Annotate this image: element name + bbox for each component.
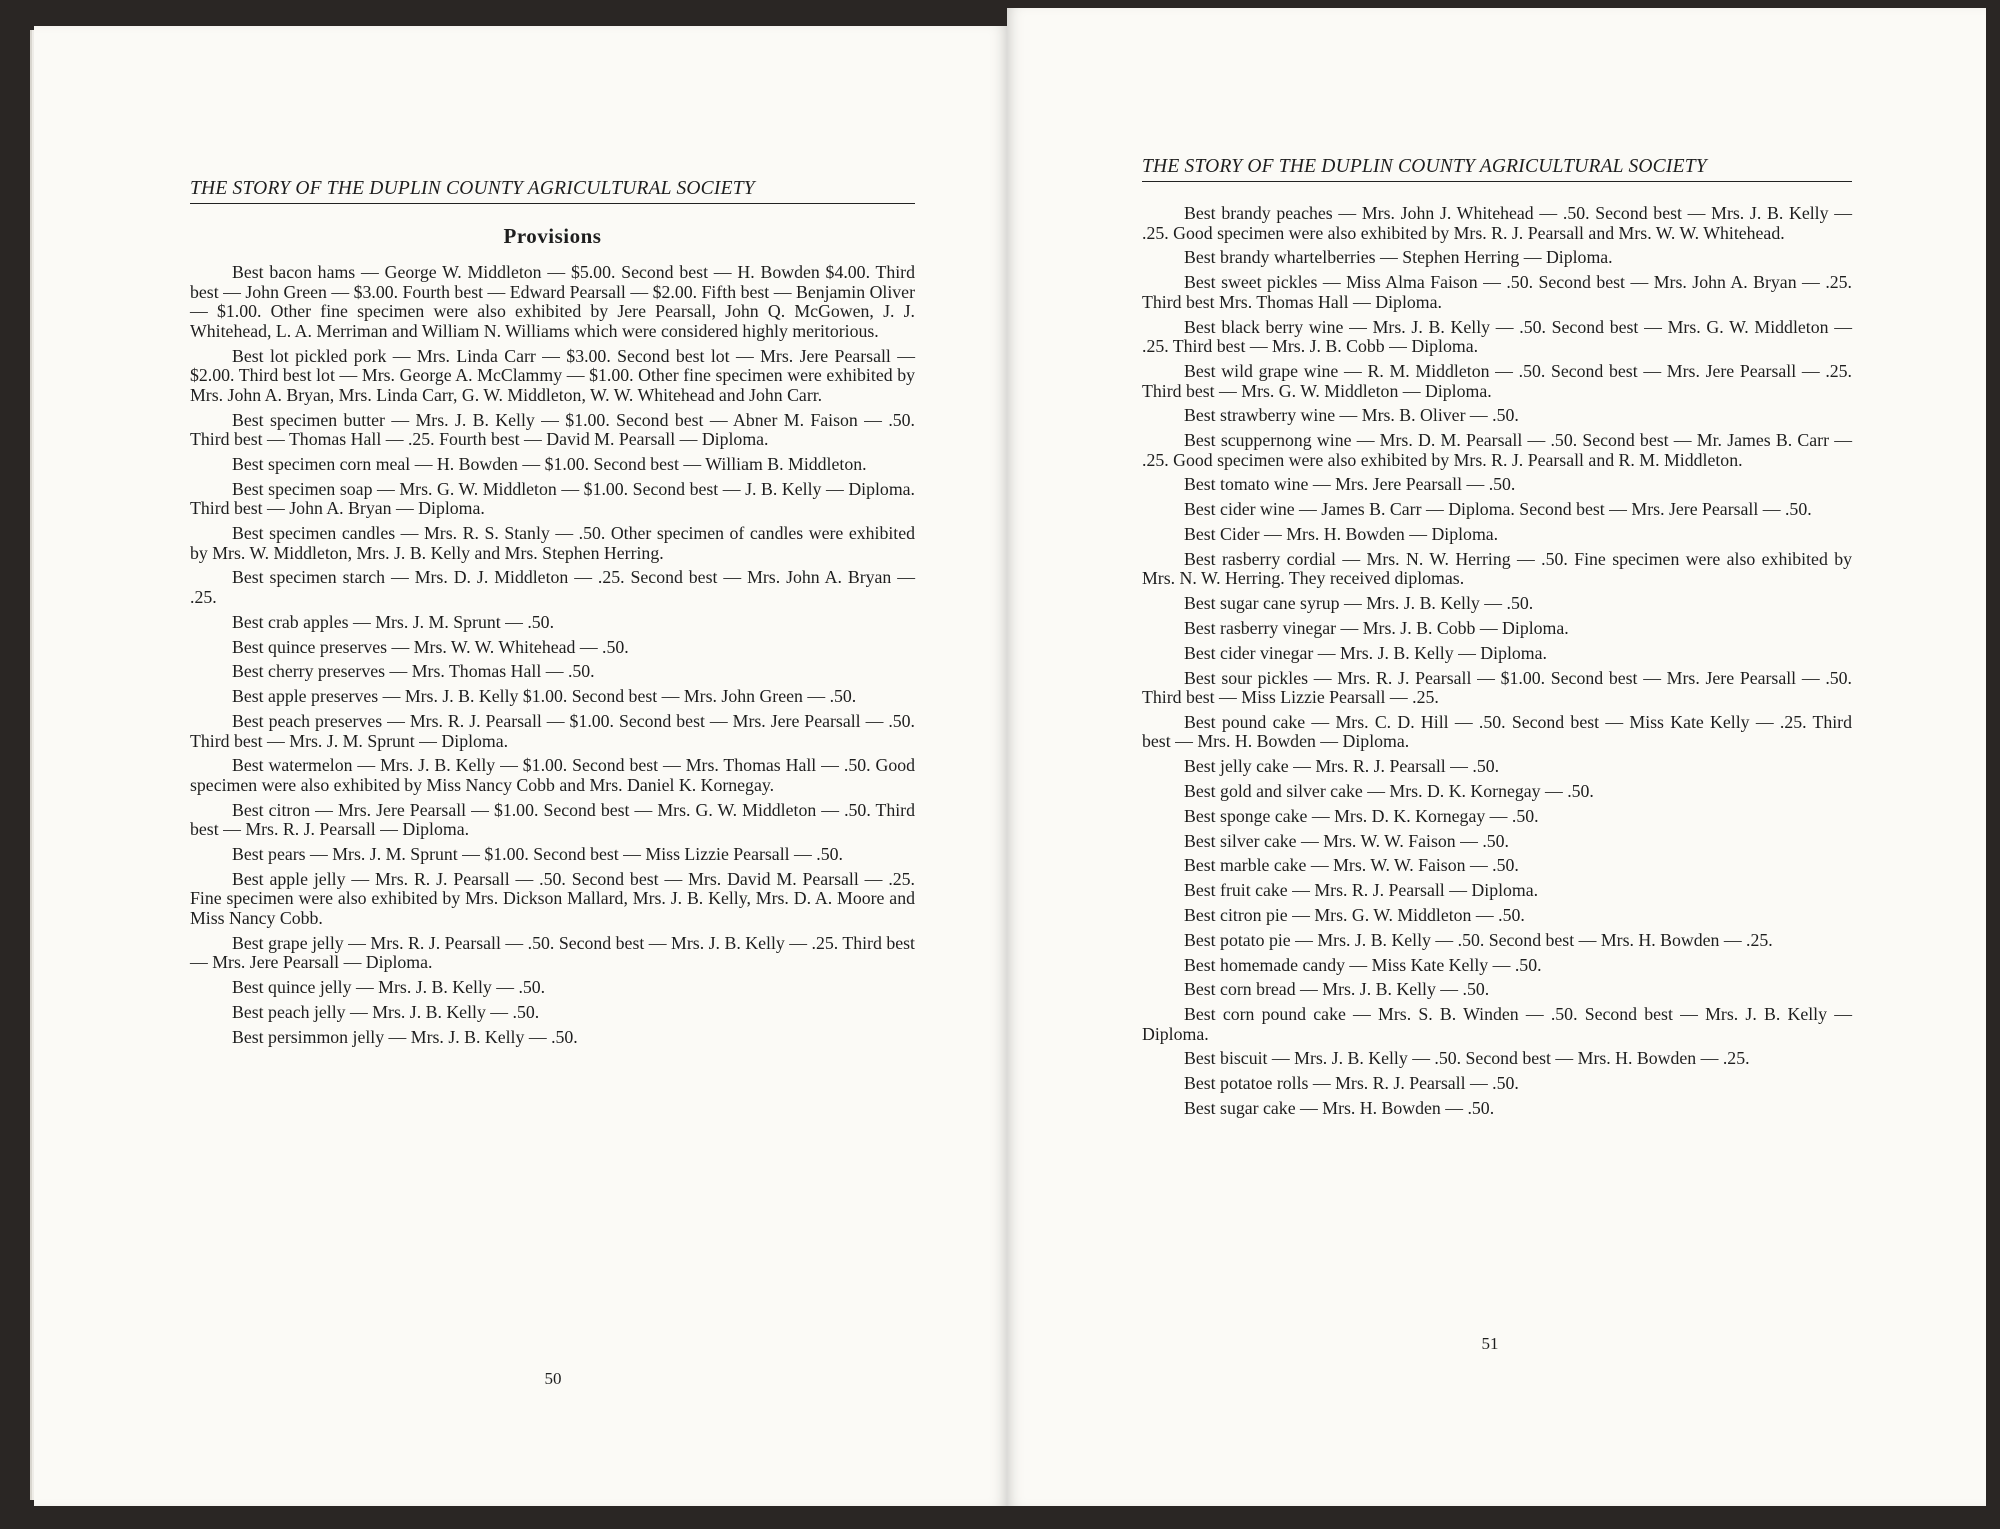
entry-paragraph: Best peach preserves — Mrs. R. J. Pearsall — $1.00. Second best — Mrs. Jere Pearsall — .50. Third best — Mrs. J. M. Sprunt — Diploma. xyxy=(190,710,915,751)
entry-paragraph: Best sweet pickles — Miss Alma Faison — .50. Second best — Mrs. John A. Bryan — .25. Third best Mrs. Thomas Hall — Diploma. xyxy=(1142,272,1852,312)
entry-paragraph: Best specimen starch — Mrs. D. J. Middleton — .25. Second best — Mrs. John A. Bryan — .25. xyxy=(190,567,915,608)
entry-paragraph: Best brandy peaches — Mrs. John J. Whitehead — .50. Second best — Mrs. J. B. Kelly — .25. Good specimen were also exhibited by Mrs. R. J. Pearsall and Mrs. W. W. Whitehead. xyxy=(1142,203,1852,243)
running-header: THE STORY OF THE DUPLIN COUNTY AGRICULTURAL SOCIETY xyxy=(190,178,915,204)
entry-paragraph: Best bacon hams — George W. Middleton — $5.00. Second best — H. Bowden $4.00. Third best — John Green — $3.00. Fourth best — Edward Pearsall — $2.00. Fifth best — Benjamin Oliver — $1.00. Other fine specimen were also exhibited by Jere Pearsall, John Q. McGowen, J. J. Whitehead, L. A. Merriman and William N. Williams which were considered highly meritorious. xyxy=(190,262,915,341)
entry-paragraph: Best marble cake — Mrs. W. W. Faison — .50. xyxy=(1184,855,1519,876)
entry-paragraph: Best potatoe rolls — Mrs. R. J. Pearsall — .50. xyxy=(1184,1073,1519,1094)
entry-paragraph: Best lot pickled pork — Mrs. Linda Carr — $3.00. Second best lot — Mrs. Jere Pearsall — $2.00. Third best lot — Mrs. George A. McClammy — $1.00. Other fine specimen were exhibited by Mrs. John A. Bryan, Mrs. Linda Carr, G. W. Middleton, W. W. Whitehead and John Carr. xyxy=(190,345,915,405)
entry-paragraph: Best potato pie — Mrs. J. B. Kelly — .50. Second best — Mrs. H. Bowden — .25. xyxy=(1184,929,1773,950)
right-page-body xyxy=(1142,204,1852,1124)
entry-paragraph: Best biscuit — Mrs. J. B. Kelly — .50. Second best — Mrs. H. Bowden — .25. xyxy=(1184,1048,1750,1069)
entry-paragraph: Best black berry wine — Mrs. J. B. Kelly — .50. Second best — Mrs. G. W. Middleton — .25. Third best — Mrs. J. B. Cobb — Diploma. xyxy=(1142,316,1852,357)
entry-paragraph: Best sugar cake — Mrs. H. Bowden — .50. xyxy=(1184,1098,1495,1118)
section-title: Provisions xyxy=(503,224,602,248)
entry-paragraph: Best sugar cane syrup — Mrs. J. B. Kelly — .50. xyxy=(1184,593,1534,614)
entry-paragraph: Best crab apples — Mrs. J. M. Sprunt — .50. xyxy=(232,611,555,632)
entry-paragraph: Best rasberry vinegar — Mrs. J. B. Cobb — Diploma. xyxy=(1184,617,1569,638)
page-number: 50 xyxy=(544,1369,562,1388)
entry-paragraph: Best apple preserves — Mrs. J. B. Kelly $1.00. Second best — Mrs. John Green — .50. xyxy=(232,686,857,707)
entry-paragraph: Best peach jelly — Mrs. J. B. Kelly — .50. xyxy=(232,1001,540,1022)
entry-paragraph: Best sour pickles — Mrs. R. J. Pearsall — $1.00. Second best — Mrs. Jere Pearsall — .50. Third best — Miss Lizzie Pearsall — .25. xyxy=(1142,667,1852,708)
page-number: 51 xyxy=(1481,1334,1499,1353)
entry-paragraph: Best quince jelly — Mrs. J. B. Kelly — .50. xyxy=(232,977,546,998)
entry-paragraph: Best tomato wine — Mrs. Jere Pearsall — .50. xyxy=(1184,474,1516,495)
entry-paragraph: Best citron pie — Mrs. G. W. Middleton — .50. xyxy=(1184,904,1525,925)
entry-paragraph: Best Cider — Mrs. H. Bowden — Diploma. xyxy=(1184,524,1499,544)
entry-paragraph: Best strawberry wine — Mrs. B. Oliver — .50. xyxy=(1184,405,1519,426)
entry-paragraph: Best cider vinegar — Mrs. J. B. Kelly — Diploma. xyxy=(1184,642,1547,663)
right-page xyxy=(1007,8,1986,1506)
entry-paragraph: Best citron — Mrs. Jere Pearsall — $1.00. Second best — Mrs. G. W. Middleton — .50. Third best — Mrs. R. J. Pearsall — Diploma. xyxy=(190,799,915,840)
entry-paragraph: Best corn pound cake — Mrs. S. B. Winden — .50. Second best — Mrs. J. B. Kelly — Diploma. xyxy=(1142,1004,1852,1044)
running-header: THE STORY OF THE DUPLIN COUNTY AGRICULTURAL SOCIETY xyxy=(1142,156,1852,182)
entry-paragraph: Best pears — Mrs. J. M. Sprunt — $1.00. Second best — Miss Lizzie Pearsall — .50. xyxy=(232,844,843,865)
entry-paragraph: Best scuppernong wine — Mrs. D. M. Pearsall — .50. Second best — Mr. James B. Carr — .25. Good specimen were also exhibited by Mrs. R. J. Pearsall and R. M. Middleton. xyxy=(1142,430,1852,470)
entry-paragraph: Best rasberry cordial — Mrs. N. W. Herring — .50. Fine specimen were also exhibited by Mrs. N. W. Herring. They received diplomas. xyxy=(1142,548,1852,589)
entry-paragraph: Best apple jelly — Mrs. R. J. Pearsall — .50. Second best — Mrs. David M. Pearsall — .25. Fine specimen were also exhibited by Mrs. Dickson Mallard, Mrs. J. B. Kelly, Mrs. D. A. Moore and Miss Nancy Cobb. xyxy=(190,868,915,929)
left-page xyxy=(34,26,1007,1506)
entry-paragraph: Best gold and silver cake — Mrs. D. K. Kornegay — .50. xyxy=(1184,781,1594,802)
entry-paragraph: Best specimen butter — Mrs. J. B. Kelly — $1.00. Second best — Abner M. Faison — .50. Third best — Thomas Hall — .25. Fourth best — David M. Pearsall — Diploma. xyxy=(190,409,915,450)
entry-paragraph: Best wild grape wine — R. M. Middleton — .50. Second best — Mrs. Jere Pearsall — .25. Third best — Mrs. G. W. Middleton — Diploma. xyxy=(1142,360,1852,401)
entry-paragraph: Best brandy whartelberries — Stephen Herring — Diploma. xyxy=(1184,247,1613,268)
entry-paragraph: Best corn bread — Mrs. J. B. Kelly — .50. xyxy=(1184,979,1490,1000)
entry-paragraph: Best silver cake — Mrs. W. W. Faison — .50. xyxy=(1184,830,1509,851)
entry-paragraph: Best cherry preserves — Mrs. Thomas Hall — .50. xyxy=(232,661,595,682)
entry-paragraph: Best sponge cake — Mrs. D. K. Kornegay — .50. xyxy=(1184,805,1539,826)
entry-paragraph: Best specimen candles — Mrs. R. S. Stanly — .50. Other specimen of candles were exhibited by Mrs. W. Middleton, Mrs. J. B. Kelly and Mrs. Stephen Herring. xyxy=(190,523,915,563)
entry-paragraph: Best specimen soap — Mrs. G. W. Middleton — $1.00. Second best — J. B. Kelly — Diploma. Third best — John A. Bryan — Diploma. xyxy=(190,478,915,519)
entry-paragraph: Best watermelon — Mrs. J. B. Kelly — $1.00. Second best — Mrs. Thomas Hall — .50. Good specimen were also exhibited by Miss Nancy Cobb and Mrs. Daniel K. Kornegay. xyxy=(190,755,915,795)
left-page-body xyxy=(190,263,915,1053)
entry-paragraph: Best quince preserves — Mrs. W. W. Whitehead — .50. xyxy=(232,636,629,657)
entry-paragraph: Best cider wine — James B. Carr — Diploma. Second best — Mrs. Jere Pearsall — .50. xyxy=(1184,499,1812,520)
entry-paragraph: Best fruit cake — Mrs. R. J. Pearsall — Diploma. xyxy=(1184,880,1539,901)
entry-paragraph: Best specimen corn meal — H. Bowden — $1.00. Second best — William B. Middleton. xyxy=(232,453,867,474)
entry-paragraph: Best homemade candy — Miss Kate Kelly — .50. xyxy=(1184,954,1542,975)
entry-paragraph: Best grape jelly — Mrs. R. J. Pearsall — .50. Second best — Mrs. J. B. Kelly — .25. Third best — Mrs. Jere Pearsall — Diploma. xyxy=(190,932,915,973)
entry-paragraph: Best persimmon jelly — Mrs. J. B. Kelly — .50. xyxy=(232,1026,578,1047)
entry-paragraph: Best jelly cake — Mrs. R. J. Pearsall — .50. xyxy=(1184,756,1500,777)
entry-paragraph: Best pound cake — Mrs. C. D. Hill — .50. Second best — Miss Kate Kelly — .25. Third best — Mrs. H. Bowden — Diploma. xyxy=(1142,711,1852,752)
